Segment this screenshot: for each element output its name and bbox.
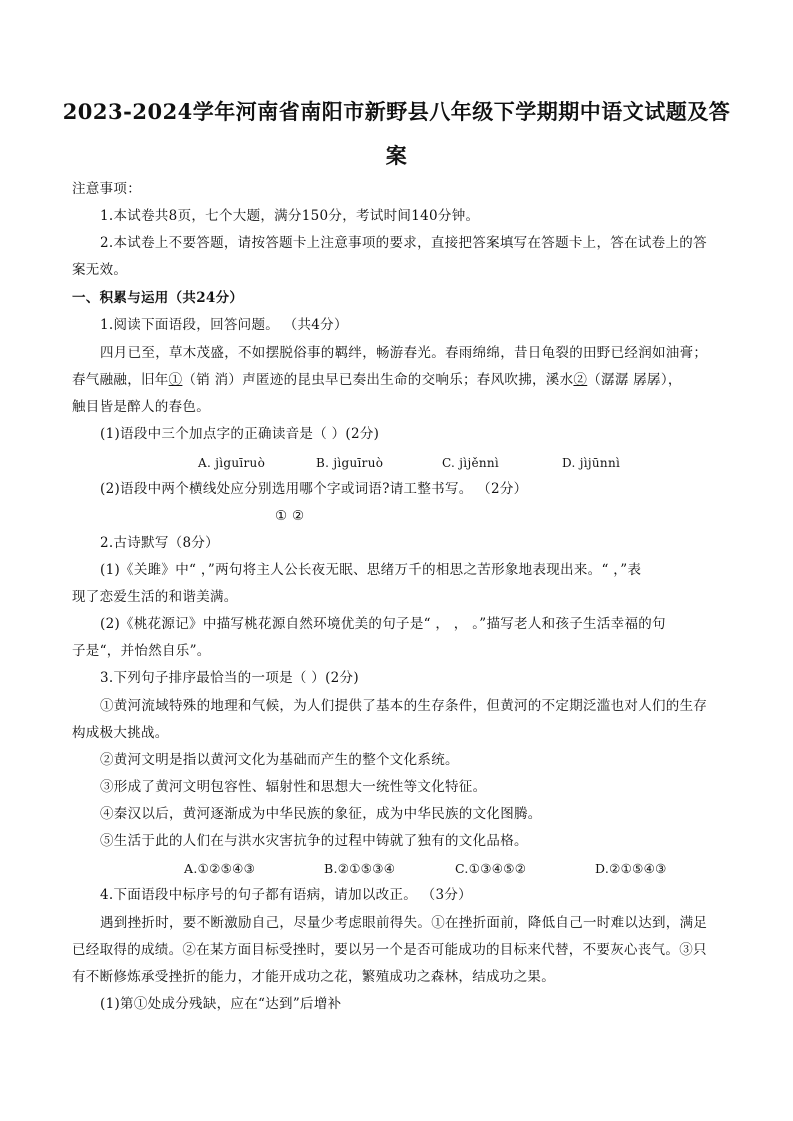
q1-text-c: （销 消）声匿迹的昆虫早已奏出生命的交响乐；春风吹拂，溪水 bbox=[182, 372, 574, 388]
q2-item-1-line2: 现了恋爱生活的和谐美满。 bbox=[72, 589, 238, 605]
notice-item-1: 1.本试卷共8页，七个大题，满分150分，考试时间140分钟。 bbox=[100, 208, 480, 224]
q3-sentence-2: ②黄河文明是指以黄河文化为基础而产生的整个文化系统。 bbox=[100, 752, 459, 768]
notice-item-2-line1: 2.本试卷上不要答题，请按答题卡上注意事项的要求，直接把答案填写在答题卡上，答在试卷上的答 bbox=[100, 235, 707, 251]
q4-paragraph-line3: 有不断修炼承受挫折的能力，才能开成功之花，繁殖成功之森林，结成功之果。 bbox=[72, 969, 555, 985]
q2-item-2-line1: (2)《桃花源记》中描写桃花源自然环境优美的句子是“ ， ， 。”描写老人和孩子生活幸福的句 bbox=[100, 616, 666, 632]
q3-option-d: D.②①⑤④③ bbox=[595, 861, 667, 876]
q1-sub-question-2: (2)语段中两个横线处应分别选用哪个字或词语?请工整书写。 （2分） bbox=[100, 481, 528, 497]
q3-sentence-1-line1: ①黄河流域特殊的地理和气候，为人们提供了基本的生存条件，但黄河的不定期泛滥也对人们的生存 bbox=[100, 698, 708, 714]
q1-text-a: 春气融融，旧年 bbox=[72, 372, 169, 388]
q1-answer-blanks: ① ② bbox=[275, 508, 305, 524]
notice-heading: 注意事项： bbox=[72, 181, 141, 197]
q2-item-1-line1: (1)《关雎》中“ ，”两句将主人公长夜无眠、思绪万千的相思之苦形象地表现出来。“ ，”表 bbox=[100, 562, 642, 578]
notice-item-2-line2: 案无效。 bbox=[72, 262, 128, 278]
q1-sub-question-1: (1)语段中三个加点字的正确读音是（ ）(2分) bbox=[100, 426, 380, 442]
document-title-line1: 2023-2024学年河南省南阳市新野县八年级下学期期中语文试题及答 bbox=[62, 99, 731, 124]
document-title-line2: 案 bbox=[385, 143, 408, 168]
q3-option-c: C.①③④⑤② bbox=[455, 861, 527, 876]
q1-option-b: B. jìguīruò bbox=[316, 456, 384, 470]
q1-options bbox=[198, 454, 620, 472]
q3-option-a: A.①②⑤④③ bbox=[184, 861, 256, 876]
q3-heading: 3.下列句子排序最恰当的一项是（ ）(2分) bbox=[100, 670, 359, 686]
q3-sentence-3: ③形成了黄河文明包容性、辐射性和思想大一统性等文化特征。 bbox=[100, 779, 487, 795]
q1-paragraph-line1: 四月已至，草木茂盛，不如摆脱俗事的羁绊，畅游春光。春雨绵绵，昔日龟裂的田野已经润如油膏； bbox=[100, 345, 708, 361]
q4-paragraph-line1: 遇到挫折时，要不断激励自己，尽量少考虑眼前得失。①在挫折面前，降低自己一时难以达到，满足 bbox=[100, 915, 708, 931]
q3-sentence-1-line2: 构成极大挑战。 bbox=[72, 725, 169, 741]
q1-blank-2: ② bbox=[573, 372, 588, 388]
q4-sub-question-1: (1)第①处成分残缺，应在“达到”后增补 bbox=[100, 996, 342, 1012]
q1-option-d: D. jìjūnnì bbox=[562, 456, 621, 470]
q4-heading: 4.下面语段中标序号的句子都有语病，请加以改正。 （3分） bbox=[100, 887, 472, 903]
section-heading-1: 一、积累与运用（共24分） bbox=[72, 290, 244, 306]
q1-blank-1: ① bbox=[168, 372, 183, 388]
q1-text-d: （潺潺 孱孱）， bbox=[587, 372, 682, 388]
q3-sentence-5: ⑤生活于此的人们在与洪水灾害抗争的过程中铸就了独有的文化品格。 bbox=[100, 833, 528, 849]
q3-option-b: B.②①⑤③④ bbox=[324, 861, 396, 876]
q1-heading: 1.阅读下面语段，回答问题。 （共4分） bbox=[100, 317, 348, 333]
q2-heading: 2.古诗默写（8分） bbox=[100, 535, 219, 551]
q3-options bbox=[184, 860, 667, 878]
q1-paragraph-line2 bbox=[72, 371, 682, 389]
q3-sentence-4: ④秦汉以后，黄河逐渐成为中华民族的象征，成为中华民族的文化图腾。 bbox=[100, 806, 542, 822]
q1-paragraph-line3: 触目皆是醉人的春色。 bbox=[72, 399, 210, 415]
q1-option-c: C. jìjěnnì bbox=[442, 456, 500, 470]
q2-item-2-line2: 子是“，并怡然自乐”。 bbox=[72, 643, 211, 659]
q4-paragraph-line2: 已经取得的成绩。②在某方面目标受挫时，要以另一个是否可能成功的目标来代替，不要灰心丧气。③只 bbox=[72, 942, 707, 958]
q1-option-a: A. jìguīruò bbox=[198, 456, 266, 470]
